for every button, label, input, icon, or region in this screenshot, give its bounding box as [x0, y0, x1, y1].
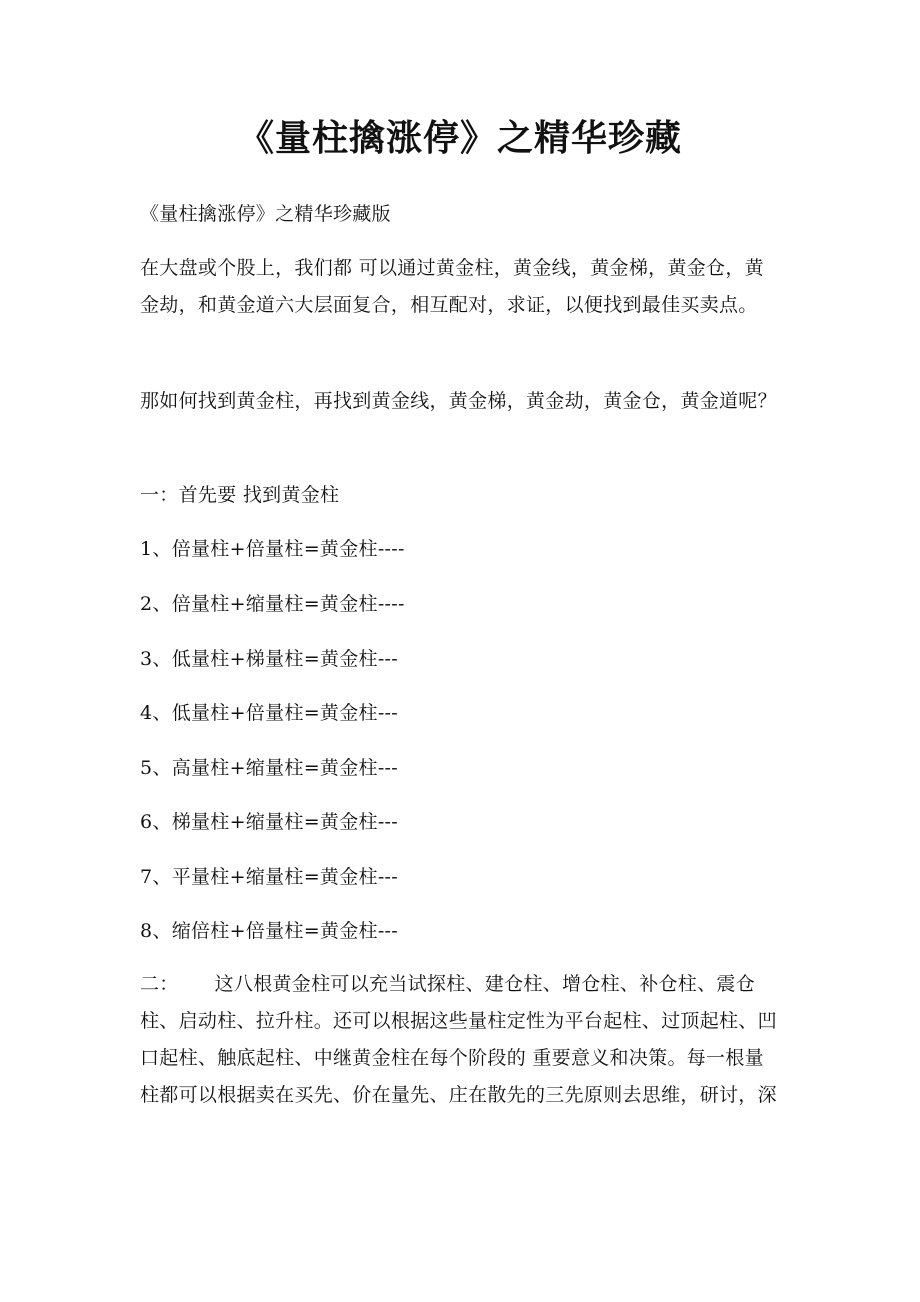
- list-item: 5、高量柱+缩量柱=黄金柱---: [140, 757, 398, 779]
- list-item: 3、低量柱+梯量柱=黄金柱---: [140, 648, 398, 670]
- list-item: 8、缩倍柱+倍量柱=黄金柱---: [140, 920, 398, 942]
- list-item: 1、倍量柱+倍量柱=黄金柱----: [140, 538, 405, 560]
- question-paragraph: 那如何找到黄金柱，再找到黄金线，黄金梯，黄金劫，黄金仓，黄金道呢？: [140, 390, 777, 412]
- list-item: 4、低量柱+倍量柱=黄金柱---: [140, 702, 398, 724]
- document-title: 《量柱擒涨停》之精华珍藏: [237, 117, 682, 159]
- list-item: 2、倍量柱+缩量柱=黄金柱----: [140, 593, 405, 615]
- list-item: 7、平量柱+缩量柱=黄金柱---: [140, 866, 398, 888]
- step-two-label: 二：: [140, 973, 179, 995]
- document-subtitle: 《量柱擒涨停》之精华珍藏版: [140, 203, 391, 225]
- step-one-heading: 一：首先要 找到黄金柱: [140, 484, 340, 506]
- list-item: 6、梯量柱+缩量柱=黄金柱---: [140, 811, 398, 833]
- intro-paragraph: 在大盘或个股上，我们都 可以通过黄金柱，黄金线，黄金梯，黄金仓，黄金劫，和黄金道六大层面复合，相互配对，求证，以便找到最佳买卖点。: [140, 257, 764, 316]
- step-two-paragraph: [140, 966, 782, 1114]
- step-two-text: 这八根黄金柱可以充当试探柱、建仓柱、增仓柱、补仓柱、震仓柱、启动柱、拉升柱。还可以根据这些量柱定性为平台起柱、过顶起柱、凹口起柱、触底起柱、中继黄金柱在每个阶段的 重要意义和决策。每一根量柱都可以根据卖在买先、价在量先、庄在散先的三先原则去思维，研讨，深: [140, 973, 777, 1106]
